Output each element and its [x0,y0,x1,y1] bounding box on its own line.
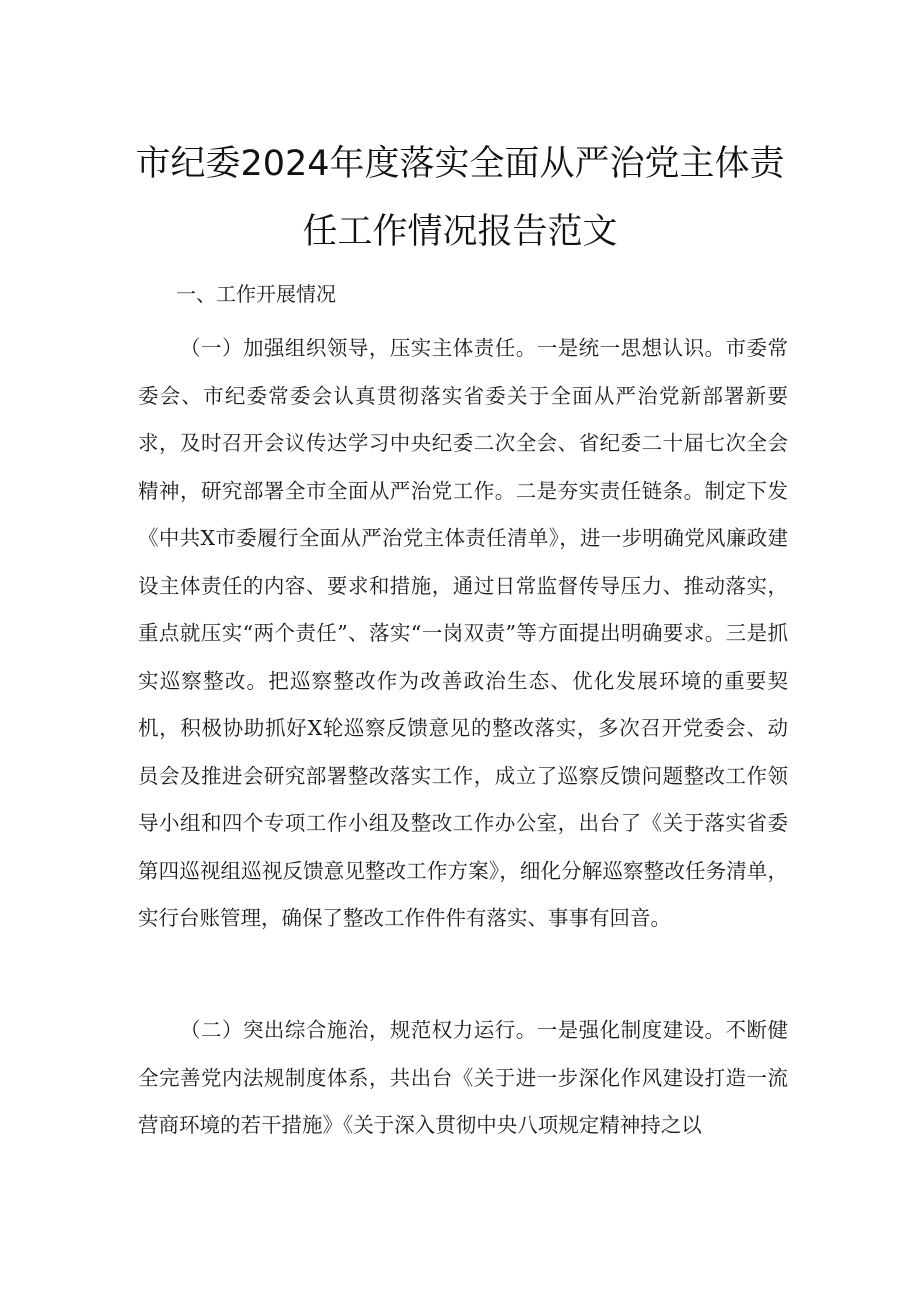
section-heading: 一、工作开展情况 [176,282,336,306]
body-paragraph-2: （二）突出综合施治，规范权力运行。一是强化制度建设。不断健全完善党内法规制度体系，共出台《关于进一步深化作风建设打造一流营商环境的若干措施》《关于深入贯彻中央八项规定精神持之以 [138,1018,788,1137]
document-title-line-1: 市纪委2024年度落实全面从严治党主体责 [135,144,785,184]
body-paragraph-1: （一）加强组织领导，压实主体责任。一是统一思想认识。市委常委会、市纪委常委会认真贯彻落实省委关于全面从严治党新部署新要求，及时召开会议传达学习中央纪委二次全会、省纪委二十届七次全会精神，研究部署全市全面从严治党工作。二是夯实责任链条。制定下发《中共X市委履行全面从严治党主体责任清单》，进一步明确党风廉政建设主体责任的内容、要求和措施，通过日常监督传导压力、推动落实，重点就压实“两个责任”、落实“一岗双责”等方面提出明确要求。三是抓实巡察整改。把巡察整改作为改善政治生态、优化发展环境的重要契机，积极协助抓好X轮巡察反馈意见的整改落实，多次召开党委会、动员会及推进会研究部署整改落实工作，成立了巡察反馈问题整改工作领导小组和四个专项工作小组及整改工作办公室，出台了《关于落实省委第四巡视组巡视反馈意见整改工作方案》，细化分解巡察整改任务清单，实行台账管理，确保了整改工作件件有落实、事事有回音。 [138,336,788,930]
document-title-line-2: 任工作情况报告范文 [302,212,618,252]
